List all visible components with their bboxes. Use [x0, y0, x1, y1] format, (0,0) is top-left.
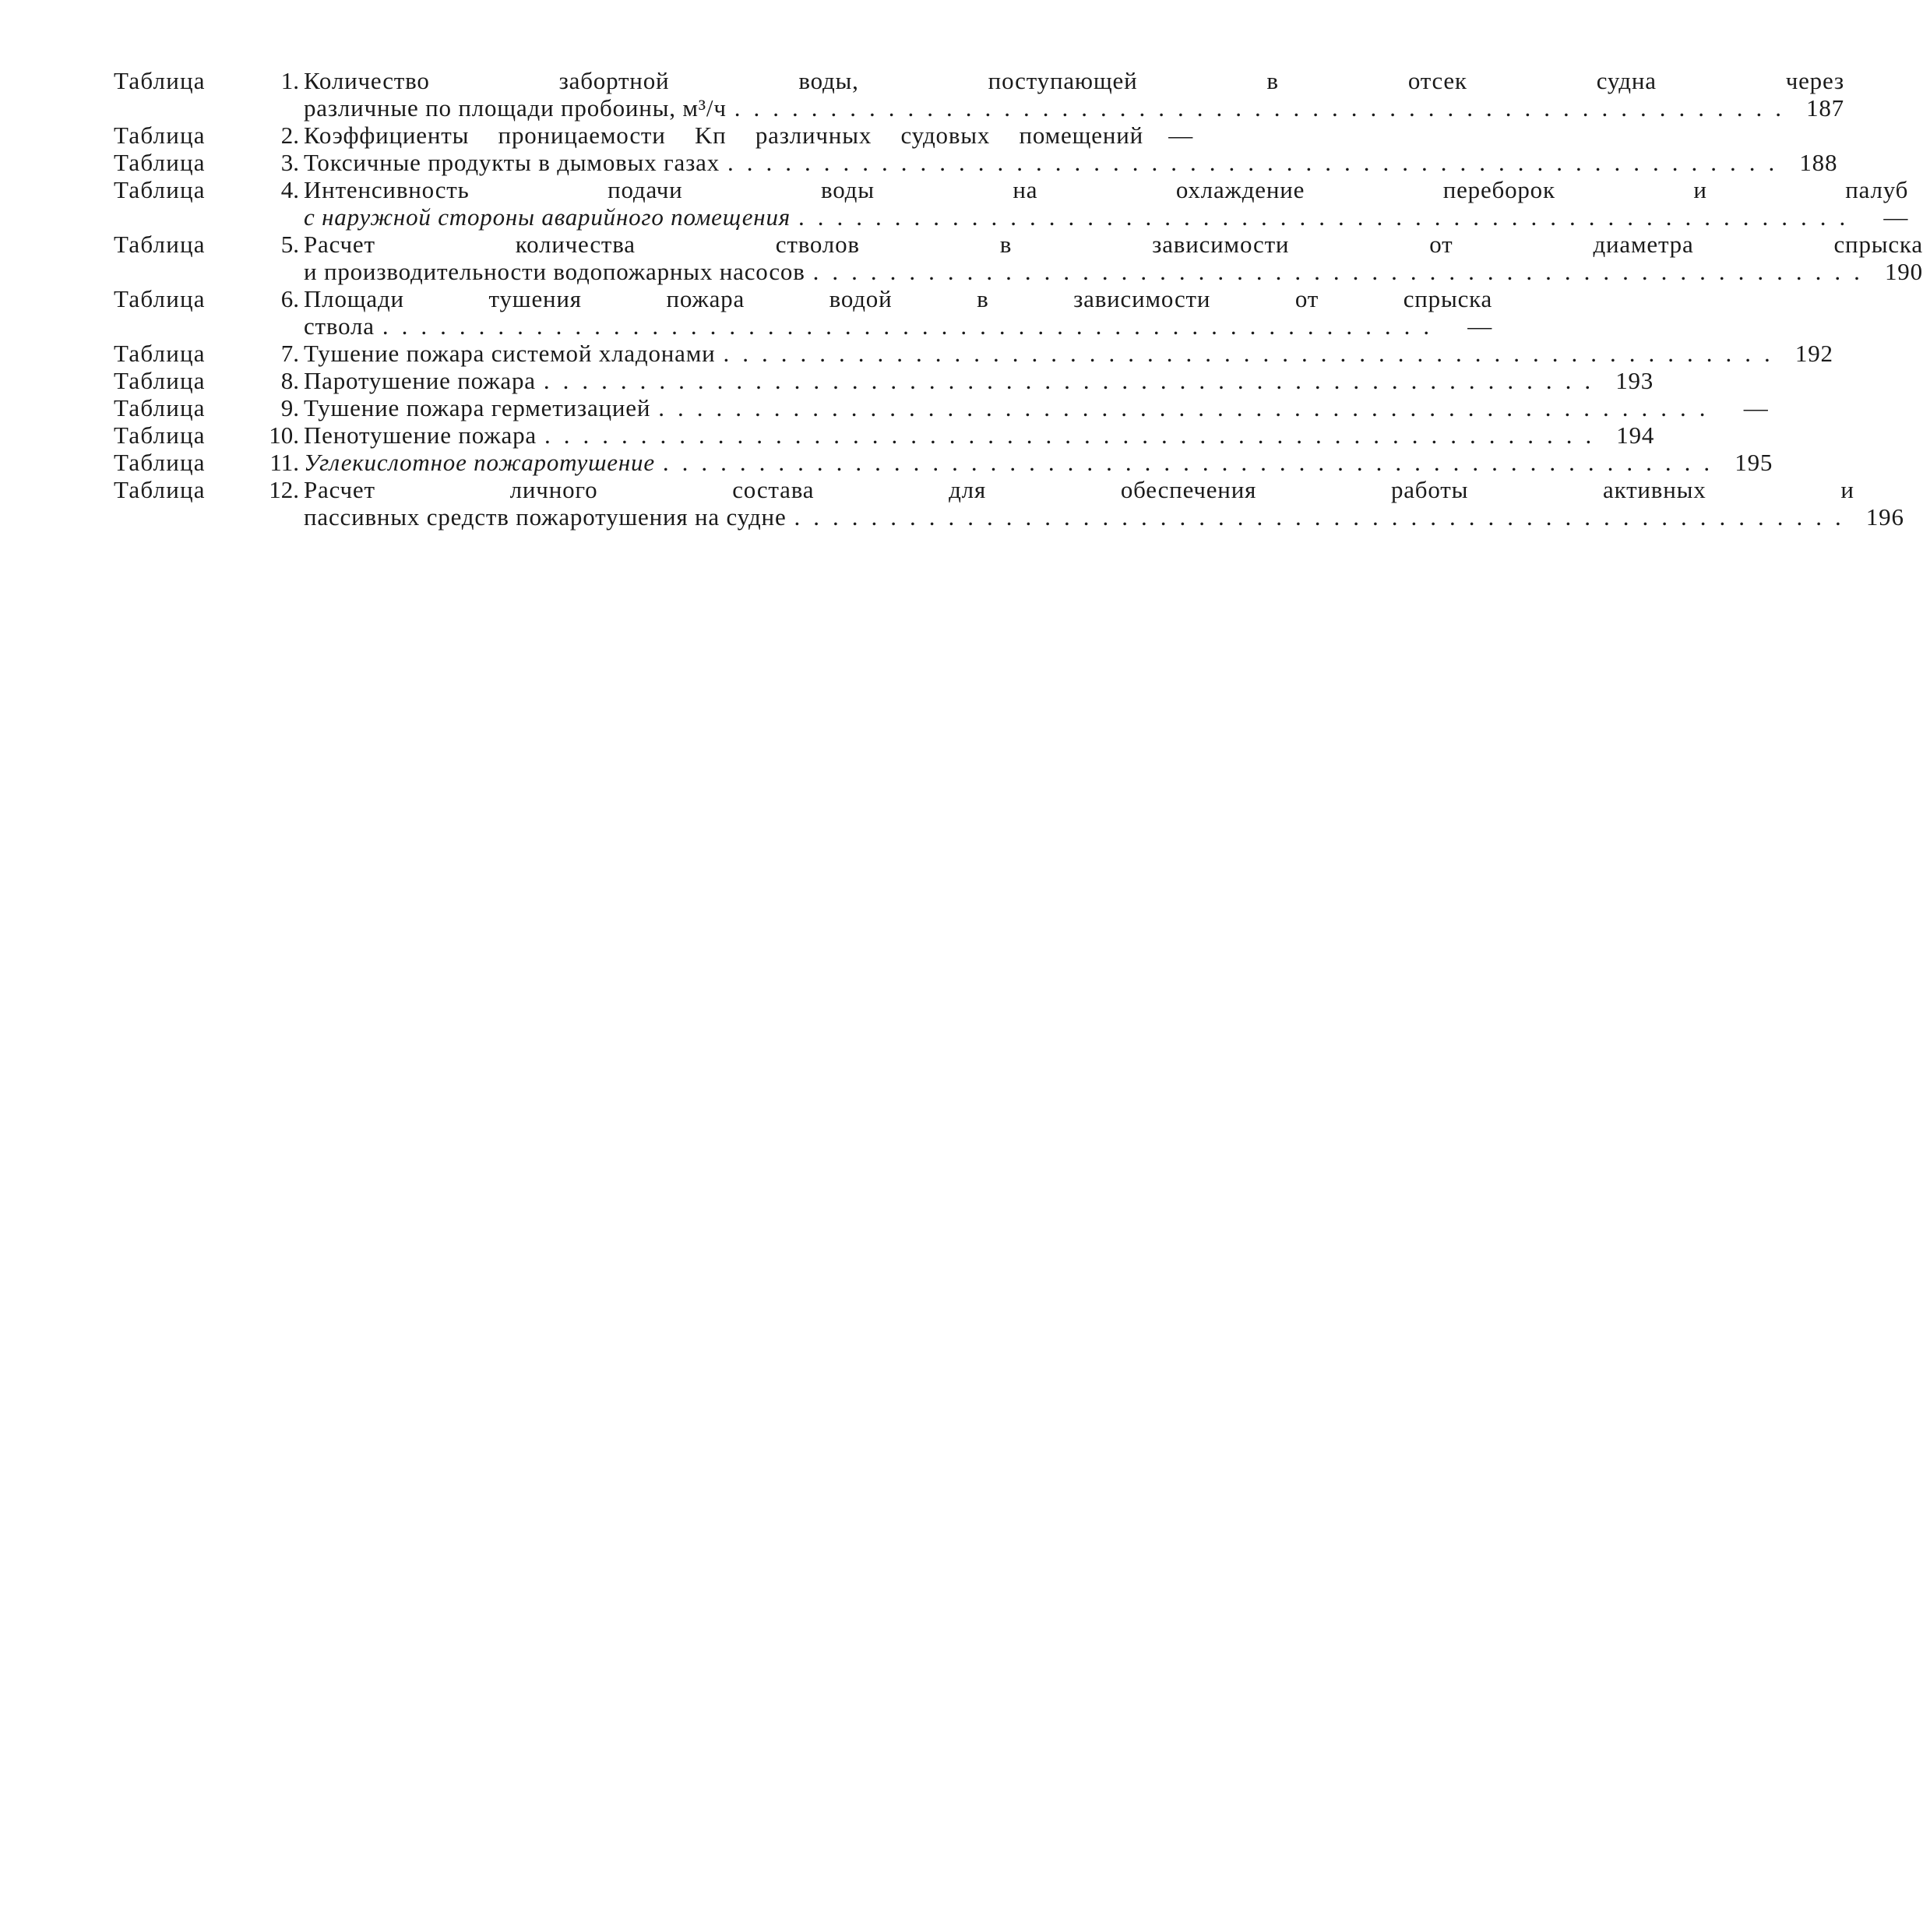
dot-leader: .......................................................	[544, 421, 1605, 449]
toc-entry	[114, 285, 1493, 340]
toc-entry-label: Таблица	[114, 340, 206, 367]
toc-entry-page: 187	[1806, 94, 1844, 122]
toc-entry-number: 9.	[280, 394, 299, 421]
toc-entry-title	[304, 340, 1833, 367]
dot-leader: .......................................................	[794, 503, 1854, 531]
toc-entry-page: 193	[1615, 367, 1654, 394]
toc-entry-title-line: различные по площади пробоины, м³/ч	[304, 94, 727, 122]
toc-entry-title-line: Коэффициенты проницаемости Kп различных судовых помещений	[304, 122, 1143, 149]
toc-entry	[114, 122, 1193, 149]
dot-leader: .......................................................	[812, 258, 1873, 285]
toc-entry-title-line: с наружной стороны аварийного помещения	[304, 203, 791, 231]
toc-entry-label: Таблица	[114, 67, 206, 94]
toc-entry-page: 192	[1794, 340, 1833, 367]
toc-entry-title-line: Токсичные продукты в дымовых газах	[304, 149, 720, 176]
toc-entry-label: Таблица	[114, 394, 206, 421]
toc-entry-label: Таблица	[114, 122, 206, 149]
toc-entry-page: 188	[1799, 149, 1838, 176]
toc-entry-label: Таблица	[114, 176, 206, 203]
toc-entry-label: Таблица	[114, 421, 206, 449]
toc-entry-number: 10.	[269, 421, 299, 449]
toc-entry-page: —	[1168, 122, 1193, 149]
toc-entry-title-line: Площади тушения пожара водой в зависимости от спрыска	[304, 285, 1493, 312]
dot-leader: .......................................................	[723, 340, 1784, 367]
toc-entry-number: 4.	[280, 176, 299, 203]
toc-entry	[114, 149, 1838, 176]
toc-entry-title-line: пассивных средств пожаротушения на судне	[304, 503, 787, 531]
toc-entry-label: Таблица	[114, 149, 206, 176]
toc-entry-title	[304, 149, 1837, 176]
toc-entry	[114, 176, 1909, 231]
toc-entry-title	[304, 176, 1908, 231]
toc-entry-number: 7.	[280, 340, 299, 367]
toc-entry-number: 8.	[280, 367, 299, 394]
toc-entry-title-line: Тушение пожара герметизацией	[304, 394, 651, 421]
toc-entry	[114, 67, 1844, 122]
toc-entry	[114, 231, 1923, 285]
toc-entry-page: —	[1467, 312, 1493, 340]
toc-entry-title-line: Количество забортной воды, поступающей в отсек судна через	[304, 67, 1844, 94]
table-of-contents	[114, 67, 1923, 531]
toc-entry-number: 11.	[269, 449, 299, 476]
toc-entry-title-line: Расчет личного состава для обеспечения работы активных и	[304, 476, 1854, 503]
toc-entry-title	[304, 285, 1492, 340]
toc-entry	[114, 394, 1769, 421]
dot-leader: .......................................................	[543, 367, 1604, 394]
dot-leader: .......................................................	[382, 312, 1443, 340]
toc-entry	[114, 340, 1833, 367]
toc-entry-title	[304, 122, 1193, 149]
toc-entry-title-line: ствола	[304, 312, 375, 340]
toc-entry-page: 196	[1865, 503, 1904, 531]
toc-entry-label: Таблица	[114, 476, 206, 503]
toc-entry-title-line: и производительности водопожарных насосов	[304, 258, 805, 285]
dot-leader: .......................................................	[658, 394, 1719, 421]
toc-entry-number: 6.	[280, 285, 299, 312]
toc-entry-label: Таблица	[114, 449, 206, 476]
toc-entry-title-line: Тушение пожара системой хладонами	[304, 340, 716, 367]
toc-entry	[114, 449, 1773, 476]
toc-entry-number: 1.	[280, 67, 299, 94]
toc-entry-title-line: Углекислотное пожаротушение	[304, 449, 655, 476]
toc-entry-title-line: Паротушение пожара	[304, 367, 536, 394]
toc-entry-label: Таблица	[114, 285, 206, 312]
toc-entry-title	[304, 231, 1923, 285]
toc-entry-number: 5.	[280, 231, 299, 258]
toc-entry-number: 2.	[280, 122, 299, 149]
toc-entry-title	[304, 67, 1844, 122]
toc-entry-title	[304, 394, 1769, 421]
dot-leader: .......................................................	[734, 94, 1794, 122]
toc-entry-title	[304, 367, 1654, 394]
toc-entry	[114, 476, 1904, 531]
toc-entry-number: 12.	[269, 476, 299, 503]
toc-entry-title	[304, 449, 1773, 476]
dot-leader: .......................................................	[662, 449, 1724, 476]
toc-entry-page: —	[1743, 394, 1769, 421]
toc-entry-title	[304, 476, 1904, 531]
toc-entry-label: Таблица	[114, 367, 206, 394]
toc-entry-title-line: Расчет количества стволов в зависимости от диаметра спрыска	[304, 231, 1923, 258]
toc-entry-title	[304, 421, 1654, 449]
toc-entry-number: 3.	[280, 149, 299, 176]
toc-entry-page: 194	[1616, 421, 1655, 449]
dot-leader: .......................................................	[727, 149, 1788, 176]
toc-entry-page: —	[1883, 203, 1909, 231]
toc-entry-title-line: Пенотушение пожара	[304, 421, 537, 449]
toc-entry-label: Таблица	[114, 231, 206, 258]
toc-entry-title-line: Интенсивность подачи воды на охлаждение переборок и палуб	[304, 176, 1909, 203]
dot-leader: .......................................................	[798, 203, 1859, 231]
toc-entry-page: 195	[1735, 449, 1773, 476]
toc-entry	[114, 421, 1655, 449]
toc-entry	[114, 367, 1654, 394]
toc-entry-page: 190	[1884, 258, 1923, 285]
